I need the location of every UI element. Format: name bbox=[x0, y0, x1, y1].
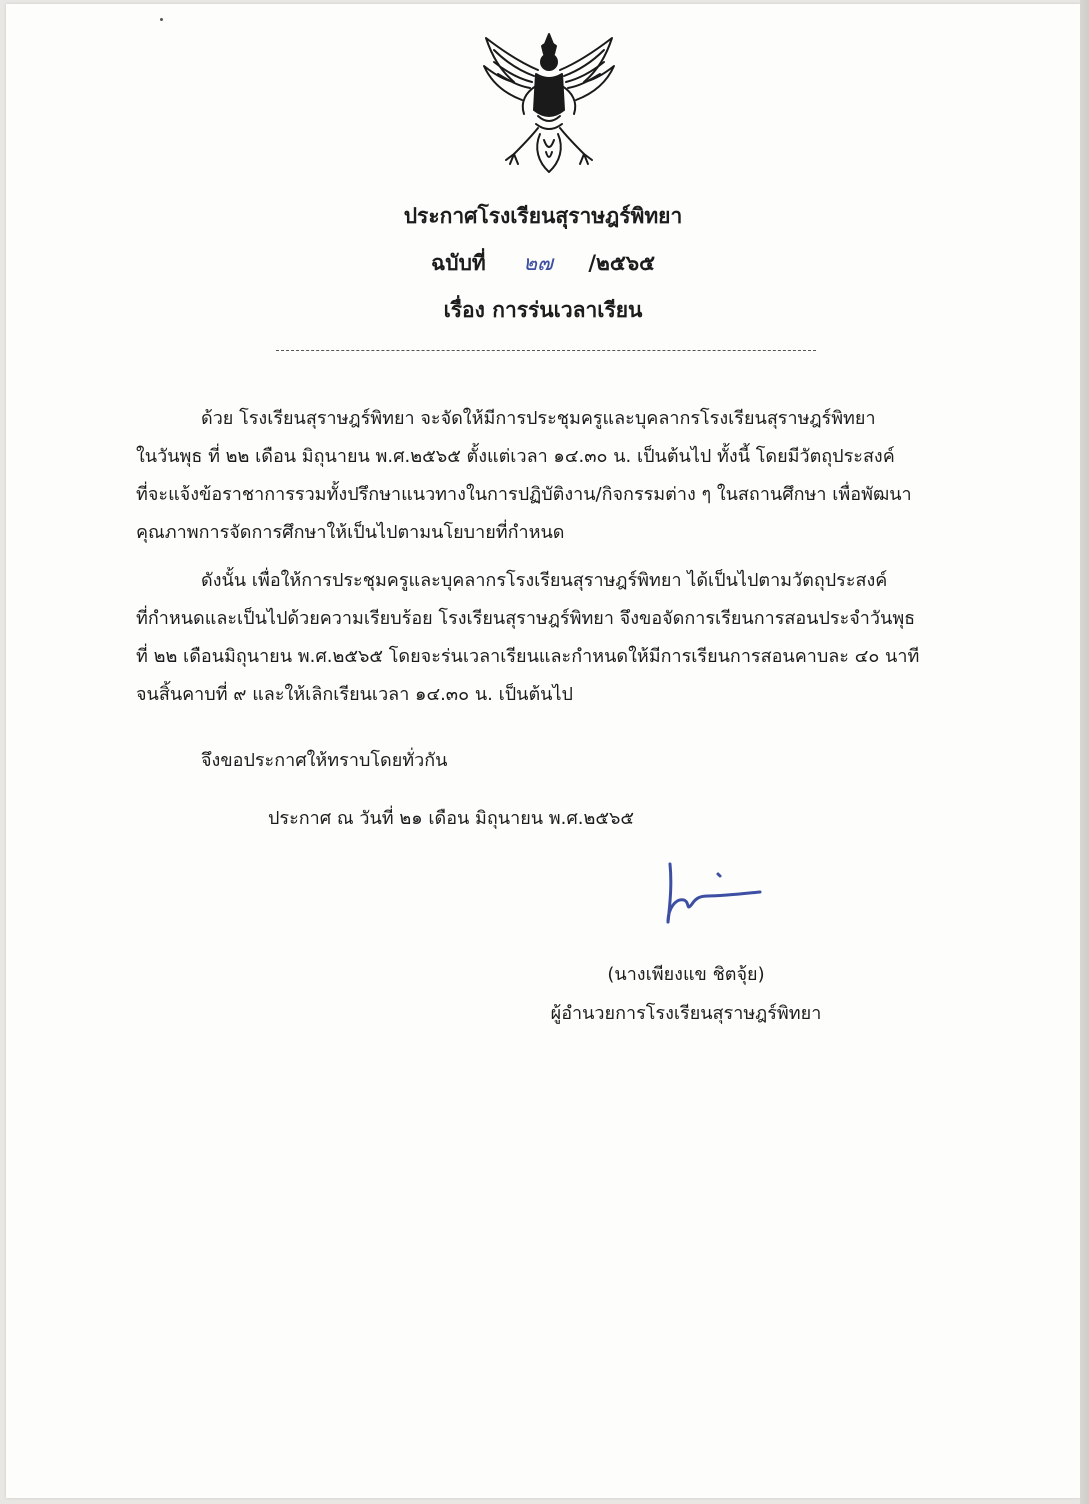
paragraph-line: ที่ ๒๒ เดือนมิถุนายน พ.ศ.๒๕๖๕ โดยจะร่นเวลาเรียนและกำหนดให้มีการเรียนการสอนคาบละ ๔๐ นาที bbox=[136, 646, 920, 667]
announcement-subject: เรื่อง การร่นเวลาเรียน bbox=[443, 298, 643, 322]
paragraph-line: ที่กำหนดและเป็นไปด้วยความเรียบร้อย โรงเรียนสุราษฎร์พิทยา จึงขอจัดการเรียนการสอนประจำวันพุธ bbox=[136, 608, 916, 629]
paragraph-line: ในวันพุธ ที่ ๒๒ เดือน มิถุนายน พ.ศ.๒๕๖๕ ตั้งแต่เวลา ๑๔.๓๐ น. เป็นต้นไป ทั้งนี้ โดยมีวัตถุประสงค์ bbox=[136, 446, 895, 467]
paragraph-line: จนสิ้นคาบที่ ๙ และให้เลิกเรียนเวลา ๑๔.๓๐ น. เป็นต้นไป bbox=[136, 684, 573, 705]
announcement-number bbox=[6, 247, 1080, 280]
paragraph-line: ที่จะแจ้งข้อราชาการรวมทั้งปรึกษาแนวทางในการปฏิบัติงาน/กิจกรรมต่าง ๆ ในสถานศึกษา เพื่อพัฒนา bbox=[136, 484, 912, 505]
signer-name: (นางเพียงแข ชิตจุ้ย) bbox=[607, 964, 765, 985]
handwritten-number: ๒๗ bbox=[523, 251, 553, 275]
number-label: ฉบับที่ bbox=[430, 251, 486, 275]
signer-position: ผู้อำนวยการโรงเรียนสุราษฎร์พิทยา bbox=[550, 1003, 822, 1024]
stray-mark bbox=[160, 18, 163, 21]
dashed-divider bbox=[276, 350, 816, 351]
body-paragraph-2 bbox=[136, 562, 981, 714]
paragraph-line: ดังนั้น เพื่อให้การประชุมครูและบุคลากรโรงเรียนสุราษฎร์พิทยา ได้เป็นไปตามวัตถุประสงค์ bbox=[201, 570, 888, 591]
body-paragraph-1 bbox=[136, 400, 981, 552]
document-page bbox=[6, 4, 1080, 1498]
paragraph-line: ด้วย โรงเรียนสุราษฎร์พิทยา จะจัดให้มีการประชุมครูและบุคลากรโรงเรียนสุราษฎร์พิทยา bbox=[201, 408, 876, 429]
announcement-date: ประกาศ ณ วันที่ ๒๑ เดือน มิถุนายน พ.ศ.๒๕๖๕ bbox=[268, 808, 635, 829]
handwritten-signature bbox=[660, 856, 770, 931]
closing-statement: จึงขอประกาศให้ทราบโดยทั่วกัน bbox=[201, 750, 448, 771]
page-edge-shadow bbox=[1080, 0, 1089, 1504]
number-year-suffix: /๒๕๖๕ bbox=[588, 251, 656, 275]
garuda-emblem-icon bbox=[474, 30, 624, 180]
announcement-title: ประกาศโรงเรียนสุราษฎร์พิทยา bbox=[403, 204, 683, 228]
paragraph-line: คุณภาพการจัดการศึกษาให้เป็นไปตามนโยบายที่กำหนด bbox=[136, 522, 565, 543]
